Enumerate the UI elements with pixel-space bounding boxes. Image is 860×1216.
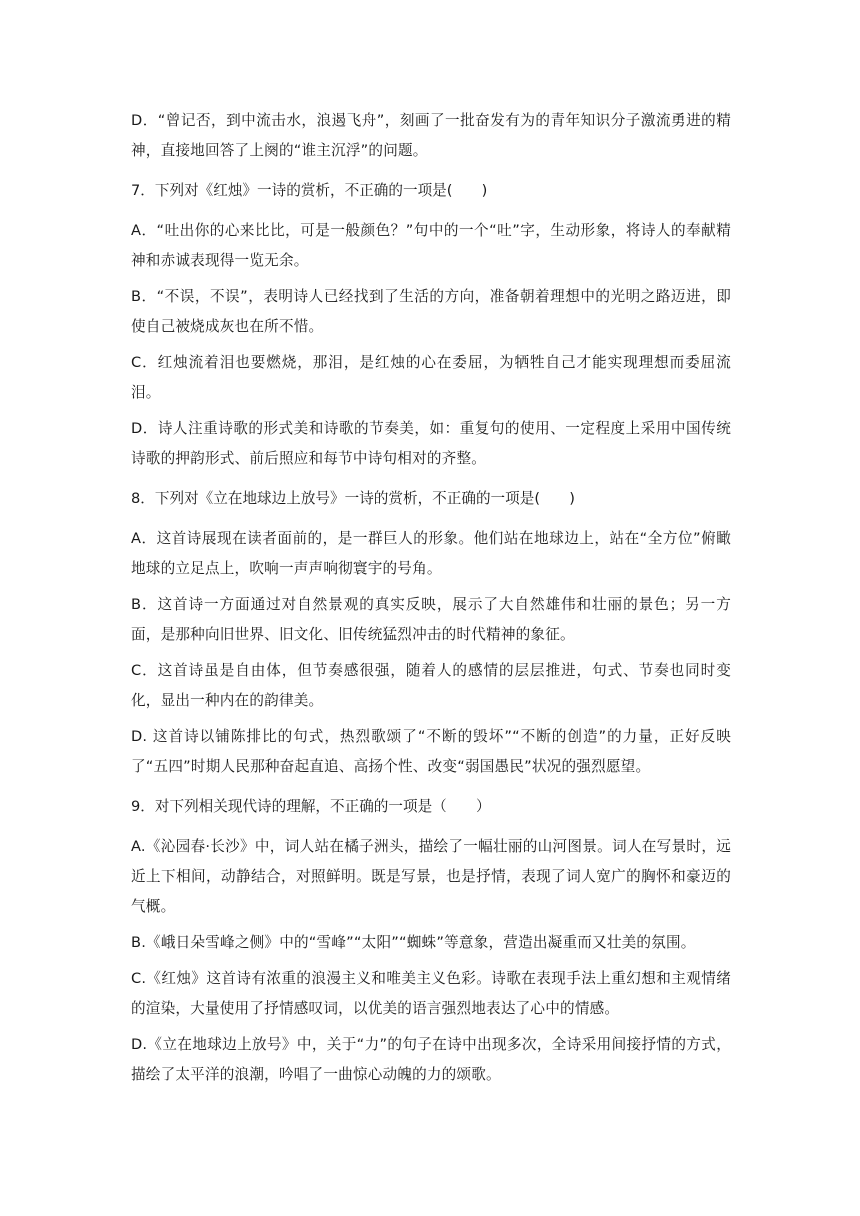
q8-option-c: C．这首诗虽是自由体，但节奏感很强，随着人的感情的层层推进，句式、节奏也同时变化，显出一种内在的韵律美。 (131, 662, 731, 709)
q9-option-d: D.《立在地球边上放号》中，关于“力”的句子在诗中出现多次，全诗采用间接抒情的方式，描绘了太平洋的浪潮，吟唱了一曲惊心动魄的力的颂歌。 (131, 1036, 731, 1083)
q7-option-c: C．红烛流着泪也要燃烧，那泪，是红烛的心在委屈，为牺牲自己才能实现理想而委屈流泪。 (131, 354, 731, 401)
q8-option-b: B．这首诗一方面通过对自然景观的真实反映，展示了大自然雄伟和壮丽的景色；另一方面，是那种向旧世界、旧文化、旧传统猛烈冲击的时代精神的象征。 (131, 596, 731, 643)
q8-option-a: A．这首诗展现在读者面前的，是一群巨人的形象。他们站在地球边上，站在“全方位”俯瞰地球的立足点上，吹响一声声响彻寰宇的号角。 (131, 530, 731, 577)
q8-stem: 8．下列对《立在地球边上放号》一诗的赏析，不正确的一项是( ) (131, 490, 575, 507)
q9-option-c: C.《红烛》这首诗有浓重的浪漫主义和唯美主义色彩。诗歌在表现手法上重幻想和主观情绪的渲染，大量使用了抒情感叹词，以优美的语言强烈地表达了心中的情感。 (131, 970, 731, 1017)
q7-option-b: B．“不误，不误”，表明诗人已经找到了生活的方向，准备朝着理想中的光明之路迈进，即使自己被烧成灰也在所不惜。 (131, 288, 731, 335)
q7-option-a: A．“吐出你的心来比比，可是一般颜色？”句中的一个“吐”字，生动形象，将诗人的奉献精神和赤诚表现得一览无余。 (131, 222, 731, 269)
q6-option-d: D．“曾记否，到中流击水，浪遏飞舟”，刻画了一批奋发有为的青年知识分子激流勇进的精神，直接地回答了上阕的“谁主沉浮”的问题。 (131, 112, 731, 159)
q7-option-d: D．诗人注重诗歌的形式美和诗歌的节奏美，如：重复句的使用、一定程度上采用中国传统诗歌的押韵形式、前后照应和每节中诗句相对的齐整。 (131, 420, 731, 467)
q9-option-a: A.《沁园春·长沙》中，词人站在橘子洲头，描绘了一幅壮丽的山河图景。词人在写景时，远近上下相间，动静结合，对照鲜明。既是写景，也是抒情，表现了词人宽广的胸怀和豪迈的气概。 (131, 838, 731, 915)
q8-option-d: D. 这首诗以铺陈排比的句式，热烈歌颂了“不断的毁坏”“不断的创造”的力量，正好反映了“五四”时期人民那种奋起直追、高扬个性、改变“弱国愚民”状况的强烈愿望。 (131, 728, 731, 775)
q7-stem: 7．下列对《红烛》一诗的赏析，不正确的一项是( ) (131, 182, 488, 199)
q9-option-b: B.《峨日朵雪峰之侧》中的“雪峰”“太阳”“蜘蛛”等意象，营造出凝重而又壮美的氛围。 (131, 934, 696, 951)
document-page (131, 106, 731, 1090)
q9-stem: 9．对下列相关现代诗的理解，不正确的一项是（ ） (131, 798, 491, 815)
